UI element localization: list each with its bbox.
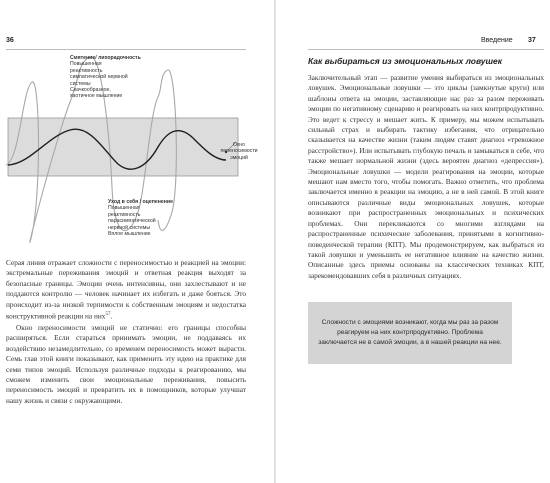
hyperarousal-heading: Смятение/ лихорадочность: [70, 55, 141, 61]
hypoarousal-line: парасимпатической: [108, 218, 156, 225]
running-head: Введение: [481, 37, 513, 44]
hyperarousal-line: системы: [70, 80, 91, 87]
footnote-reference: 57: [105, 312, 111, 318]
window-of-tolerance-diagram: [0, 52, 274, 252]
left-paragraph-2: Окно переносимости эмоций не статично: его границы способны расширяться. Если стараться принимать эмоции, не поддаваясь их воздействию незамедлительно, со временем переносимость может вырасти. Семь глав этой книги показывают, как применить эту идею на практике для семи типов эмоций. Используя различные подходы к реагированию, мы сможем изменить свои эмоциональные переживания, повысить переносимость эмоций и превратить их в помощников, которые улучшат нашу жизнь и связи с окружающими.: [6, 323, 246, 405]
page-number-right: 37: [528, 37, 536, 44]
hyperarousal-line: Скачкообразное,: [70, 87, 111, 94]
hypoarousal-line: нервной системы: [108, 224, 151, 231]
window-label-line: переносимости: [220, 148, 258, 155]
hypoarousal-line: реактивность: [108, 211, 141, 218]
left-paragraph-1-end: .: [110, 311, 113, 321]
right-page: [276, 0, 550, 483]
hypoarousal-label: [108, 199, 218, 237]
hyperarousal-line: реактивность: [70, 67, 103, 74]
header-rule-right: [308, 49, 544, 50]
hypoarousal-line: Вялое мышление: [108, 231, 151, 238]
hypoarousal-heading: Уход в себя / оцепенение: [108, 199, 173, 205]
left-page: [0, 0, 274, 483]
window-label-line: эмоций: [230, 154, 248, 161]
hyperarousal-label: [70, 55, 180, 100]
hypoarousal-line: Повышенная: [108, 205, 140, 212]
hyperarousal-line: Повышенная: [70, 61, 102, 68]
left-paragraph-1: [6, 258, 246, 322]
left-paragraph-1-text: Серая линия отражает сложности с переносимостью и реакцией на эмоции: экстремальные переживания эмоций и ответная реакция выходят за безопасные границы. Эмоции очень интенсивны, они захлестывают и не поддаются контролю — человек начинает их избегать и даже бояться. Это происходит из-за низкой терпимости к собственным эмоциям и недостатка конструктивной реакции на них: [6, 258, 246, 321]
window-label: [212, 142, 266, 161]
header-rule-left: [6, 49, 246, 50]
callout-box: [308, 302, 512, 364]
hyperarousal-line: хаотичное мышление: [70, 93, 123, 100]
right-paragraph-1: Заключительный этап — развитие умения выбираться из эмоциональных ловушек. Эмоциональные ловушки — это циклы (замкнутые круги) или шаблоны ответа на эмоции, заставляющие нас раз за разом переживать эмоции по негативному сценарию и реагировать на них контрпродуктивно. Это ведет к стрессу и мешает жить. К примеру, мы можем испытывать сильный страх и выбирать тактику избегания, что отрицательно сказывается на качестве жизни (таким людям ставят диагноз «тревожное расстройство»). Или испытывать глубокую печаль и замыкаться в себе, что также мешает нормальной жизни (здесь вероятен диагноз «депрессия»). Эмоциональные ловушки — модели реагирования на эмоции, которые мешают нам вместо того, чтобы помогать. Важно отметить, что проблема заключается именно в реакции на эмоцию, а не в ней самой. В этой книге описываются различные виды эмоциональных ловушек, которые возникают при распространенных эмоциональных и психических проблемах. Они перекликаются со многими взглядами на распространенные психические заболевания, принятыми в когнитивно-поведенческой терапии (КПТ). Мы продемонстрируем, как выбраться из такой ловушки и уменьшить ее негативное влияние на качество жизни. Описанные здесь приемы основаны на классических техниках КПТ, зарекомендовавших себя в различных ситуациях.: [308, 73, 544, 280]
page-number-left: 36: [6, 37, 14, 44]
section-title: Как выбираться из эмоциональных ловушек: [308, 56, 503, 66]
callout-text: Сложности с эмоциями возникают, когда мы раз за разом реагируем на них контрпродуктивно. Проблема заключается не в самой эмоции, а в нашей реакции на нее.: [318, 319, 502, 346]
hyperarousal-line: симпатической нервной: [70, 74, 128, 81]
window-label-line: Окно: [232, 142, 246, 148]
